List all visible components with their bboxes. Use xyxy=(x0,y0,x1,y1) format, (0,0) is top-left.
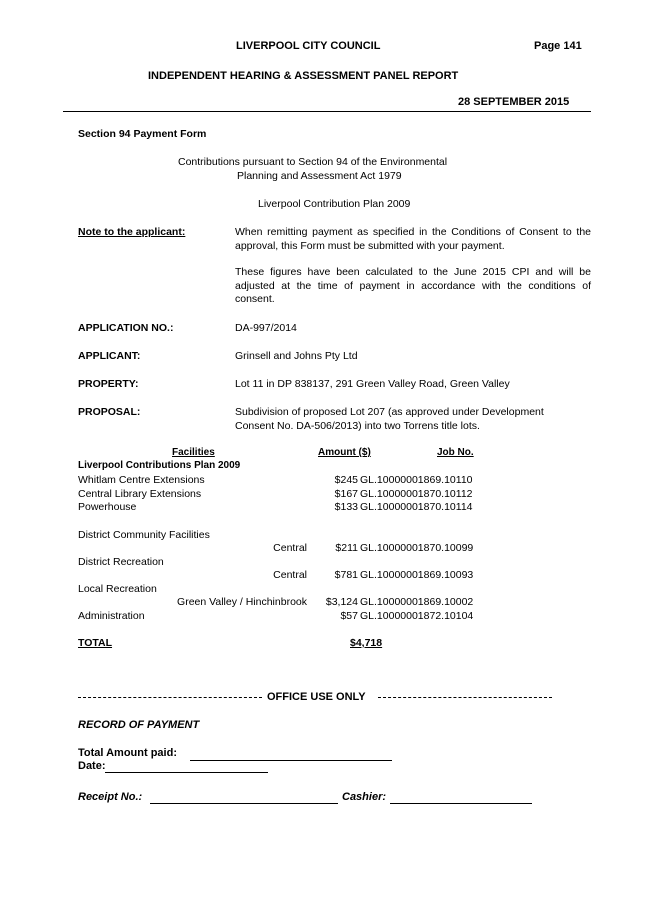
form-title: Section 94 Payment Form xyxy=(78,128,207,140)
report-date: 28 SEPTEMBER 2015 xyxy=(458,96,570,108)
row-job: GL.10000001870.10099 xyxy=(360,542,474,554)
row-facility: Administration xyxy=(78,610,145,622)
report-title: INDEPENDENT HEARING & ASSESSMENT PANEL REPORT xyxy=(148,70,459,82)
row-facility: District Recreation xyxy=(78,556,164,568)
applicant-label: APPLICANT: xyxy=(78,350,141,362)
row-amount: $167 xyxy=(334,488,358,500)
header-rule xyxy=(63,111,591,112)
applicant-value: Grinsell and Johns Pty Ltd xyxy=(235,350,358,362)
row-job: GL.10000001869.10002 xyxy=(360,596,474,608)
cashier-field[interactable] xyxy=(390,791,532,804)
note-label: Note to the applicant: xyxy=(78,226,186,238)
date-field[interactable] xyxy=(105,760,268,773)
row-job: GL.10000001872.10104 xyxy=(360,610,474,622)
council-name: LIVERPOOL CITY COUNCIL xyxy=(236,40,381,52)
row-amount: $133 xyxy=(334,501,358,513)
receipt-field[interactable] xyxy=(150,791,338,804)
row-job: GL.10000001870.10112 xyxy=(360,488,473,500)
page-number: Page 141 xyxy=(534,40,582,52)
row-amount: $781 xyxy=(334,569,358,581)
col-header-job: Job No. xyxy=(437,447,474,458)
proposal-label: PROPOSAL: xyxy=(78,406,141,418)
office-divider-left xyxy=(78,697,262,698)
row-facility: District Community Facilities xyxy=(78,529,210,541)
office-divider-right xyxy=(378,697,552,698)
record-heading: RECORD OF PAYMENT xyxy=(78,719,200,731)
total-paid-field[interactable] xyxy=(190,747,392,761)
proposal-line-1: Subdivision of proposed Lot 207 (as approved under Development xyxy=(235,406,544,418)
table-plan-heading: Liverpool Contributions Plan 2009 xyxy=(78,460,241,471)
row-facility: Local Recreation xyxy=(78,583,157,595)
application-label: APPLICATION NO.: xyxy=(78,322,174,334)
intro-line-1: Contributions pursuant to Section 94 of the Environmental xyxy=(178,156,448,168)
row-facility: Central Library Extensions xyxy=(78,488,202,500)
total-value: $4,718 xyxy=(350,637,383,649)
row-job: GL.10000001870.10114 xyxy=(360,501,473,513)
row-amount: $245 xyxy=(334,474,358,486)
office-heading: OFFICE USE ONLY xyxy=(267,691,366,703)
total-label: TOTAL xyxy=(78,637,113,649)
cashier-label: Cashier: xyxy=(342,791,387,803)
row-amount: $211 xyxy=(335,542,358,554)
row-subarea: Green Valley / Hinchinbrook xyxy=(177,596,307,608)
row-job: GL.10000001869.10093 xyxy=(360,569,474,581)
note-paragraph-1: When remitting payment as specified in the Conditions of Consent to the approval, this Form must be submitted with your payment. xyxy=(235,226,591,252)
row-facility: Powerhouse xyxy=(78,501,137,513)
total-paid-label: Total Amount paid: xyxy=(78,747,177,759)
property-value: Lot 11 in DP 838137, 291 Green Valley Road, Green Valley xyxy=(235,378,510,390)
row-facility: Whitlam Centre Extensions xyxy=(78,474,205,486)
row-amount: $57 xyxy=(340,610,358,622)
application-value: DA-997/2014 xyxy=(235,322,297,334)
row-subarea: Central xyxy=(273,569,307,581)
note-paragraph-2: These figures have been calculated to the June 2015 CPI and will be adjusted at the time of payment in accordance with the conditions of consent. xyxy=(235,266,591,305)
plan-name: Liverpool Contribution Plan 2009 xyxy=(258,198,411,210)
col-header-facilities: Facilities xyxy=(172,447,215,458)
intro-line-2: Planning and Assessment Act 1979 xyxy=(237,170,402,182)
date-label: Date: xyxy=(78,760,106,772)
receipt-label: Receipt No.: xyxy=(78,791,143,803)
property-label: PROPERTY: xyxy=(78,378,139,390)
col-header-amount: Amount ($) xyxy=(318,447,371,458)
row-subarea: Central xyxy=(273,542,307,554)
proposal-line-2: Consent No. DA-506/2013) into two Torrens title lots. xyxy=(235,420,480,432)
row-amount: $3,124 xyxy=(325,596,358,608)
row-job: GL.10000001869.10110 xyxy=(360,474,473,486)
